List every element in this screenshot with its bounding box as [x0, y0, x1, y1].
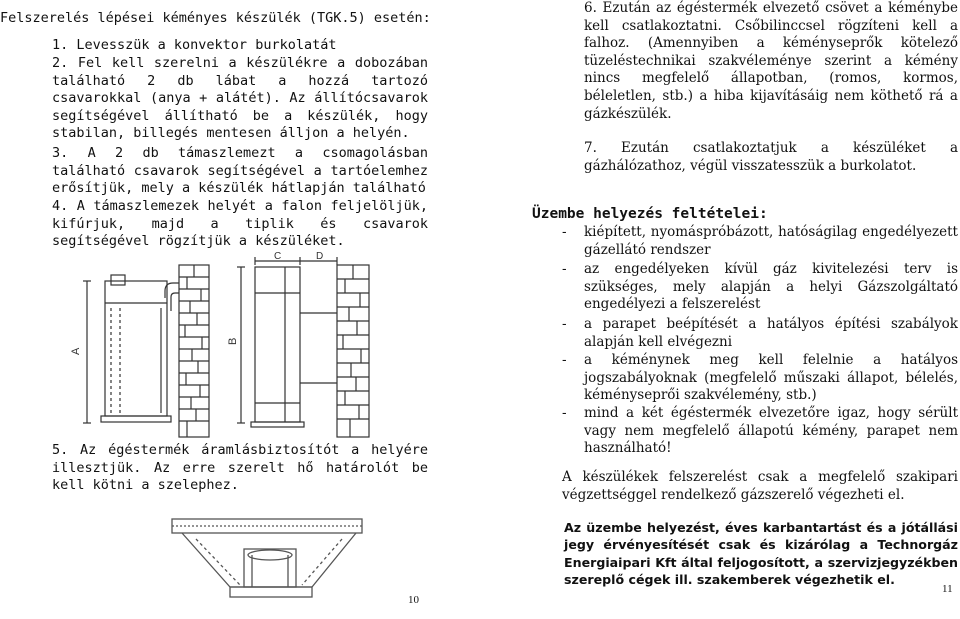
- step-1: 1. Levesszük a konvektor burkolatát: [52, 37, 337, 53]
- condition-text: mind a két égéstermék elvezetőre igaz, hogy sérült vagy nem megfelelő állapotú kémény, parapet nem használható!: [584, 405, 958, 457]
- conditions-heading: Üzembe helyezés feltételei:: [532, 206, 768, 222]
- dimension-label-a: A: [70, 347, 82, 355]
- brick-wall-left: [179, 265, 209, 437]
- right-page: [532, 0, 960, 619]
- condition-text: a kéménynek meg kell felelnie a hatályos jogszabályoknak (megfelelő műszaki állapot, bélelés, kéményseprői szakvélemény, stb.): [584, 352, 958, 404]
- condition-item: [562, 261, 958, 315]
- dash-marker: -: [562, 352, 567, 368]
- condition-item: [562, 224, 958, 260]
- step-7: 7. Ezután csatlakoztatjuk a készüléket a gázhálózathoz, végül visszatesszük a burkolatot.: [584, 140, 958, 174]
- dimension-label-b: B: [227, 337, 239, 345]
- step-6: 6. Ezután az égéstermék elvezető csövet a kéménybe kell csatlakoztatni. Csőbilinccsel rögzíteni kell a falhoz. (Amennyiben a kéményseprők kötelező tüzeléstechnikai szakvéleménye szerint a kémény nincs megfelelő állapotban, (romos, kormos, béleletlen, stb.) a hiba kijavításáig nem köthető rá a gázkészülék.: [584, 0, 958, 122]
- unit-side-view: [101, 275, 179, 422]
- step-4: 4. A támaszlemezek helyét a falon feljelöljük, kifúrjuk, majd a tiplik és csavarok segítségével rögzítjük a készüléket.: [52, 198, 428, 250]
- installation-diagram: [70, 251, 375, 438]
- step-2: 2. Fel kell szerelni a készülékre a dobozában található 2 db lábat a hozzá tartozó csavarokkal (anya + alátét). Az állítócsavarok segítségével állítható be a készülék, hogy stabilan, billegés mentesen álljon a helyén.: [52, 55, 428, 142]
- condition-item: [562, 405, 958, 459]
- dash-marker: -: [562, 261, 567, 277]
- step-5: 5. Az égéstermék áramlásbiztosítót a helyére illesztjük. Az erre szerelt hő határolót be kell kötni a szelephez.: [52, 442, 428, 494]
- dash-marker: -: [562, 224, 567, 240]
- condition-text: kiépített, nyomáspróbázott, hatóságilag engedélyezett gázellátó rendszer: [584, 224, 958, 258]
- dash-marker: -: [562, 316, 567, 332]
- condition-item: [562, 316, 958, 352]
- step-3: 3. A 2 db támaszlemezt a csomagolásban található csavarok segítségével a tartóelemhez erősítjük, mely a készülék hátlapján található: [52, 145, 428, 197]
- unit-front-view: [251, 267, 304, 427]
- left-page: [0, 0, 440, 619]
- authorization-note: Az üzembe helyezést, éves karbantartást és a jótállási jegy érvényesítését csak és kizárólag a Technorgáz Energiaipari Kft által feljogosított, a szervizjegyzékben szereplő cégek ill. szakemberek végezhetik el.: [564, 520, 958, 588]
- closing-paragraph: A készülékek felszerelést csak a megfelelő szakipari végzettséggel rendelkező gázszerelő végezheti el.: [562, 469, 958, 503]
- condition-text: a parapet beépítését a hatályos építési szabályok alapján kell elvégezni: [584, 316, 958, 350]
- page-title: Felszerelés lépései kéményes készülék (TGK.5) esetén:: [0, 10, 431, 26]
- dimension-label-d: D: [316, 251, 324, 262]
- dimension-label-c: C: [274, 251, 282, 262]
- dash-marker: -: [562, 405, 567, 421]
- condition-text: az engedélyeken kívül gáz kivitelezési terv is szükséges, mely alapján a helyi Gázszolgáltató engedélyezi a felszerelést: [584, 261, 958, 313]
- flue-diverter-diagram: [160, 509, 370, 619]
- condition-item: [562, 352, 958, 406]
- page-number-left: 10: [408, 594, 419, 606]
- brick-wall-right: [337, 265, 369, 437]
- page-number-right: 11: [942, 583, 953, 595]
